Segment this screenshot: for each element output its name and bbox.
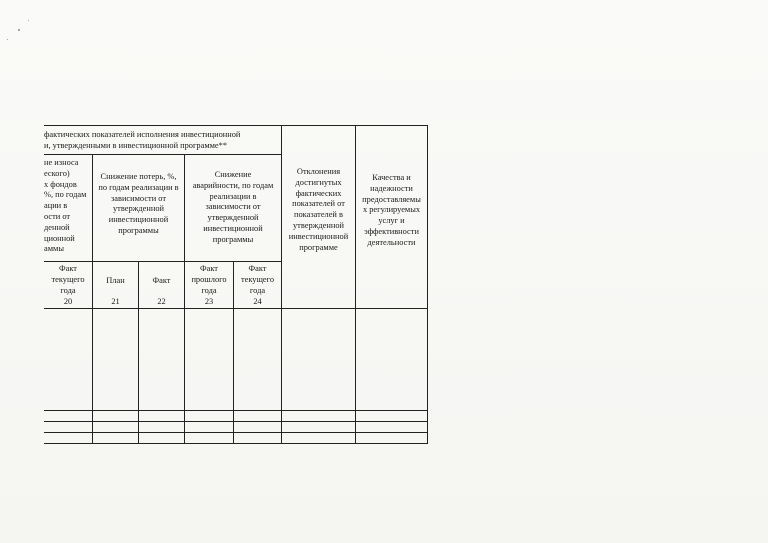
column-number: 24 [253, 297, 262, 306]
col-line [138, 261, 139, 444]
header-quality: Качества и надежности предоставляемы х регулируемых услуг и эффективности деятельности [362, 173, 421, 247]
subheader-plan: План [106, 276, 125, 285]
subheader-fact: Факт [152, 276, 171, 285]
column-number: 22 [157, 297, 166, 306]
subheader-divider [44, 308, 428, 309]
table-border-top [44, 125, 428, 126]
table-title: фактических показателей исполнения инвестиционной и, утвержденными в инвестиционной программе** [44, 130, 241, 150]
investment-program-table [44, 125, 428, 445]
scan-speck [28, 20, 29, 21]
subheader-fact-previous: Факт прошлого года [191, 264, 227, 295]
header-wear: не износа еского) х фондов %, по годам ации в ости от денной ционной аммы [44, 158, 87, 254]
table-border-right [427, 125, 428, 444]
header-accidents: Снижение аварийности, по годам реализации в зависимости от утвержденной инвестиционной программы [192, 170, 274, 244]
column-number: 20 [63, 297, 73, 306]
row-divider [44, 421, 428, 422]
row-divider [44, 410, 428, 411]
row-divider [44, 432, 428, 433]
header-deviation: Отклонения достигнутых фактических показателей от показателей в утвержденной инвестиционной программе [288, 167, 349, 252]
title-divider [44, 154, 281, 155]
scan-speck [7, 39, 8, 40]
subheader-fact-current: Факт текущего года [51, 264, 85, 295]
subheader-fact-current-2: Факт текущего года [240, 264, 275, 295]
column-number: 21 [111, 297, 120, 306]
header-losses: Снижение потерь, %, по годам реализации в зависимости от утвержденной инвестиционной программы [98, 172, 179, 235]
scan-speck [18, 29, 20, 31]
column-number: 23 [204, 297, 214, 306]
header-divider [44, 261, 281, 262]
table-border-bottom [44, 443, 428, 444]
